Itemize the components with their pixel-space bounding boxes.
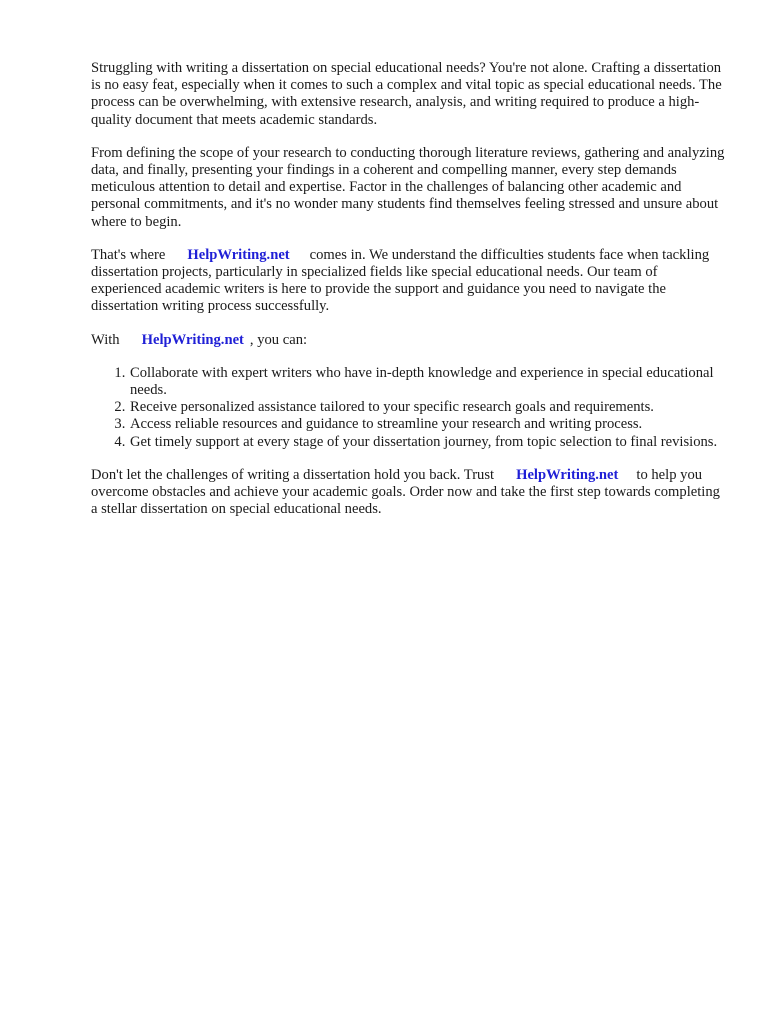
list-item: 4. Get timely support at every stage of your dissertation journey, from topic selection to final revisions. [129,434,726,451]
paragraph-challenges: From defining the scope of your research to conducting thorough literature reviews, gathering and analyzing data, and finally, presenting your findings in a coherent and compelling manner, every step demands meticulous attention to detail and expertise. Factor in the challenges of balancing other academic and personal commitments, and it's no wonder many students find themselves feeling stressed and unsure about where to begin. [91,144,725,230]
document-page [91,60,726,534]
benefits-list [91,365,726,451]
helpwriting-link-3[interactable]: HelpWriting.net [516,466,619,483]
paragraph-with-lead: With [91,331,120,348]
paragraph-with [91,332,726,349]
paragraph-thats-where-lead: That's where [91,246,166,263]
paragraph-thats-where-rest: comes in. We understand the difficulties students face when tackling dissertation projects, particularly in specialized fields like special educational needs. Our team of experienced academic writers is here to provide the support and guidance you need to navigate the dissertation writing process successfully. [91,246,710,315]
paragraph-intro: Struggling with writing a dissertation on special educational needs? You're not alone. Crafting a dissertation is no easy feat, especially when it comes to such a complex and vital topic as special educational needs. The process can be overwhelming, with extensive research, analysis, and writing required to produce a high-quality document that meets academic standards. [91,60,722,128]
list-item: 3. Access reliable resources and guidance to streamline your research and writing process. [129,416,726,433]
list-item: 2. Receive personalized assistance tailored to your specific research goals and requirements. [129,399,726,416]
paragraph-closing-lead: Don't let the challenges of writing a dissertation hold you back. Trust [91,466,495,483]
helpwriting-link-1[interactable]: HelpWriting.net [187,246,290,263]
paragraph-closing [91,467,726,519]
list-item: 1. Collaborate with expert writers who have in-depth knowledge and experience in special educational needs. [129,365,726,399]
paragraph-thats-where [91,247,726,316]
paragraph-closing-rest: to help you overcome obstacles and achieve your academic goals. Order now and take the first step towards completing a stellar dissertation on special educational needs. [91,466,720,518]
helpwriting-link-2[interactable]: HelpWriting.net [141,331,244,348]
paragraph-with-rest: , you can: [249,331,308,348]
